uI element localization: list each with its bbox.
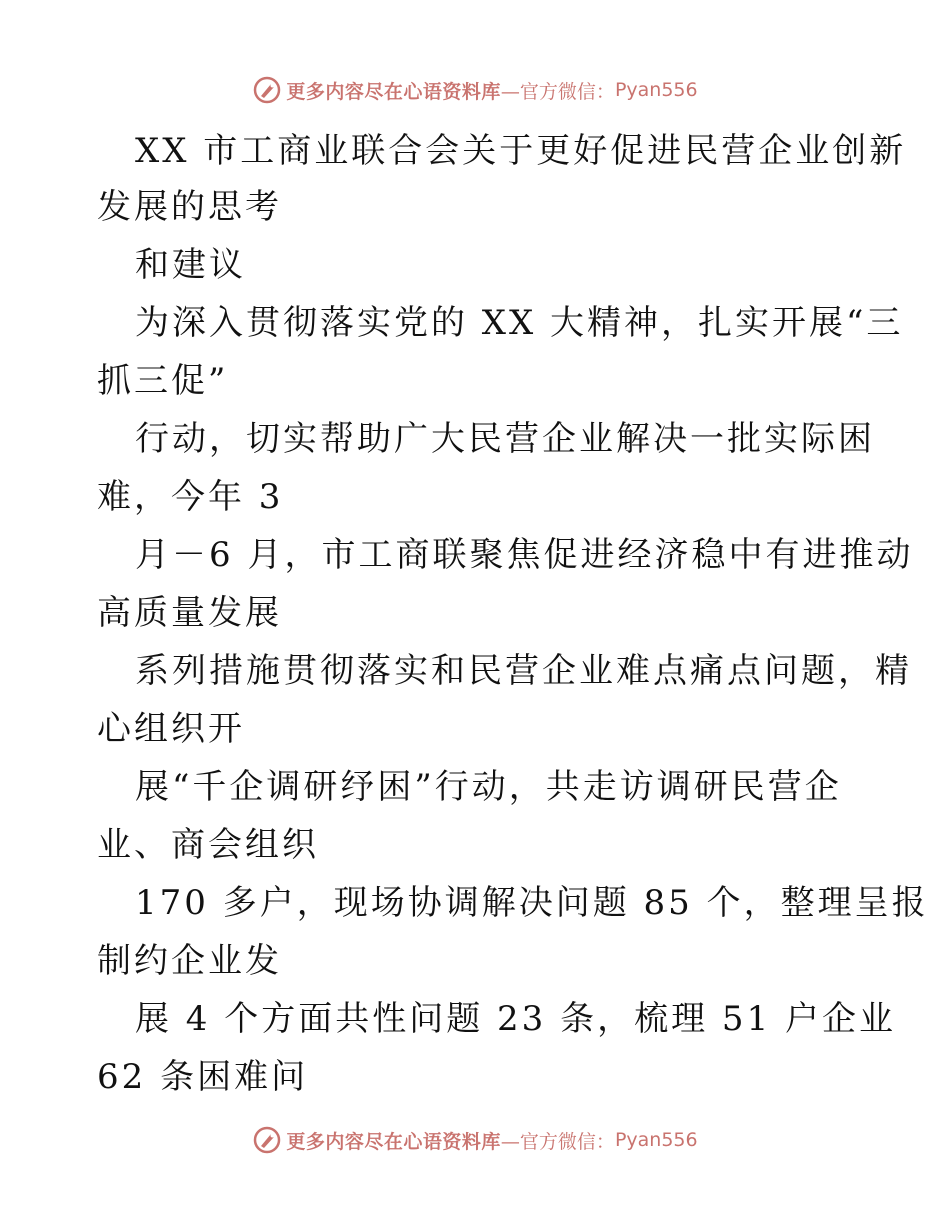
banner-main-text: 更多内容尽在心语资料库 [286,80,501,103]
banner-sub-text: —官方微信： [500,1130,615,1153]
doc-line: 为深入贯彻落实党的 XX 大精神，扎实开展“三 [135,303,904,343]
banner-wechat-id: Pyan556 [614,1129,698,1151]
pen-nib-logo-icon [252,1125,282,1155]
pen-nib-logo-icon [252,75,282,105]
doc-line: 难，今年 3 [97,477,284,517]
doc-line: 系列措施贯彻落实和民营企业难点痛点问题，精 [135,651,912,691]
doc-line: 62 条困难问 [97,1057,309,1097]
doc-line: 业、商会组织 [97,825,319,865]
doc-line: 抓三促” [97,361,229,401]
doc-line: 170 多户，现场协调解决问题 85 个，整理呈报 [135,883,929,923]
doc-line: 高质量发展 [97,593,282,633]
footer-watermark-banner [0,1120,950,1160]
banner-sub-text: —官方微信： [500,80,615,103]
header-watermark-banner [0,70,950,110]
banner-main-text: 更多内容尽在心语资料库 [286,1130,501,1153]
doc-line: 展“千企调研纾困”行动，共走访调研民营企 [135,767,842,807]
doc-line-title-1: XX 市工商业联合会关于更好促进民营企业创新 [135,131,907,171]
doc-line: 展 4 个方面共性问题 23 条，梳理 51 户企业 [135,999,897,1039]
banner-wechat-id: Pyan556 [614,79,698,101]
doc-line: 和建议 [135,245,246,285]
doc-line: 月－6 月，市工商联聚焦促进经济稳中有进推动 [135,535,914,575]
doc-line-title-2: 发展的思考 [97,187,282,227]
doc-line: 制约企业发 [97,941,282,981]
doc-line: 心组织开 [97,709,245,749]
doc-line: 行动，切实帮助广大民营企业解决一批实际困 [135,419,875,459]
